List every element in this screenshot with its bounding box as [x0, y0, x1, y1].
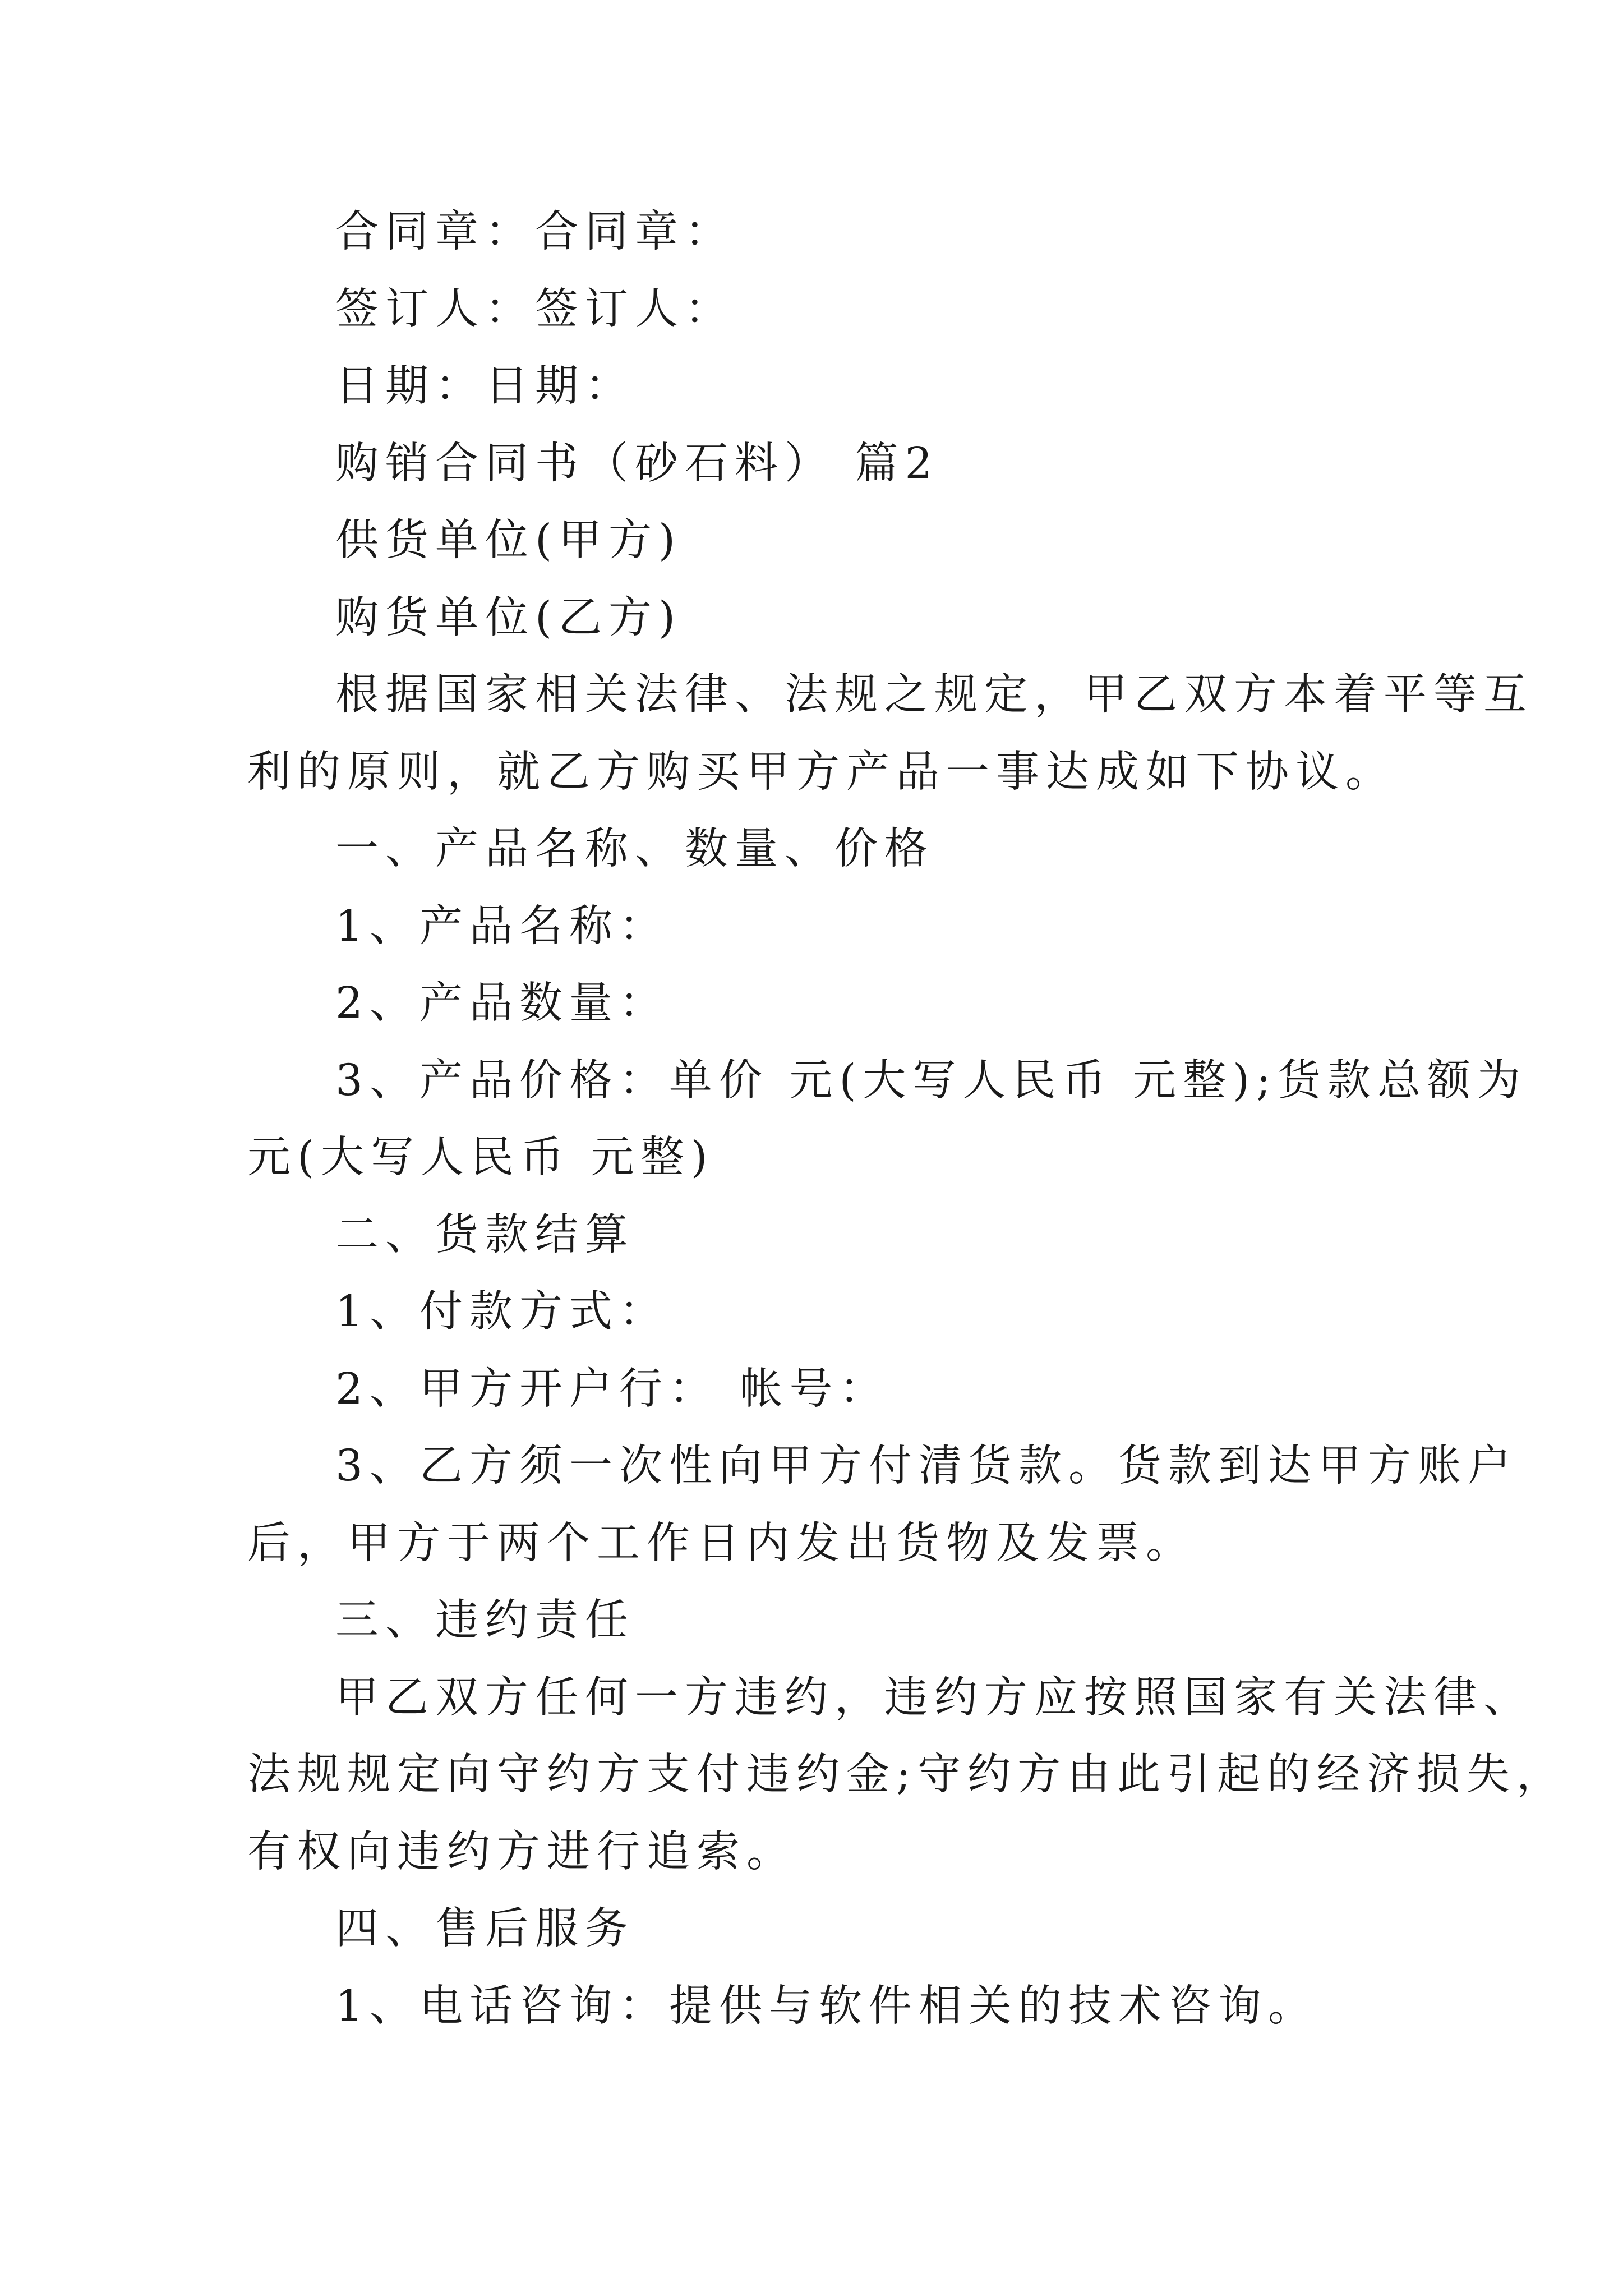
clause-product-quantity: 2、产品数量：	[335, 978, 669, 1028]
clause-product-price-1: 3、产品价格：单价 元(大写人民币 元整);货款总额为	[335, 1055, 1527, 1106]
clause-product-price-2: 元(大写人民币 元整)	[247, 1133, 714, 1182]
clause-bank-account: 2、甲方开户行： 帐号：	[335, 1364, 889, 1414]
clause-phone-support: 1、电话咨询：提供与软件相关的技术咨询。	[335, 1981, 1318, 2031]
liability-line-1: 甲乙双方任何一方违约，违约方应按照国家有关法律、	[335, 1672, 1533, 1723]
section-heading-1: 一、产品名称、数量、价格	[335, 824, 934, 874]
section-heading-4: 四、售后服务	[335, 1904, 635, 1954]
supplier-line: 供货单位(甲方)	[335, 516, 683, 565]
preamble-line-2: 利的原则，就乙方购买甲方产品一事达成如下协议。	[247, 747, 1395, 797]
section-heading-2: 二、货款结算	[335, 1209, 635, 1260]
seal-line: 合同章：合同章：	[335, 207, 735, 257]
clause-payment-method: 1、付款方式：	[335, 1287, 669, 1337]
liability-line-2: 法规规定向守约方支付违约金;守约方由此引起的经济损失，	[247, 1750, 1566, 1800]
section-heading-3: 三、违约责任	[335, 1595, 635, 1645]
signatory-line: 签订人：签订人：	[335, 284, 735, 334]
contract-title: 购销合同书（砂石料） 篇2	[335, 438, 939, 489]
date-line: 日期：日期：	[335, 361, 635, 411]
clause-product-name: 1、产品名称：	[335, 901, 669, 951]
document-body	[247, 194, 1566, 2045]
clause-payment-terms-2: 后，甲方于两个工作日内发出货物及发票。	[247, 1518, 1196, 1568]
liability-line-3: 有权向违约方进行追索。	[247, 1826, 796, 1877]
clause-payment-terms-1: 3、乙方须一次性向甲方付清货款。货款到达甲方账户	[335, 1441, 1518, 1491]
buyer-line: 购货单位(乙方)	[335, 592, 683, 643]
preamble-line-1: 根据国家相关法律、法规之规定，甲乙双方本着平等互	[335, 670, 1533, 720]
